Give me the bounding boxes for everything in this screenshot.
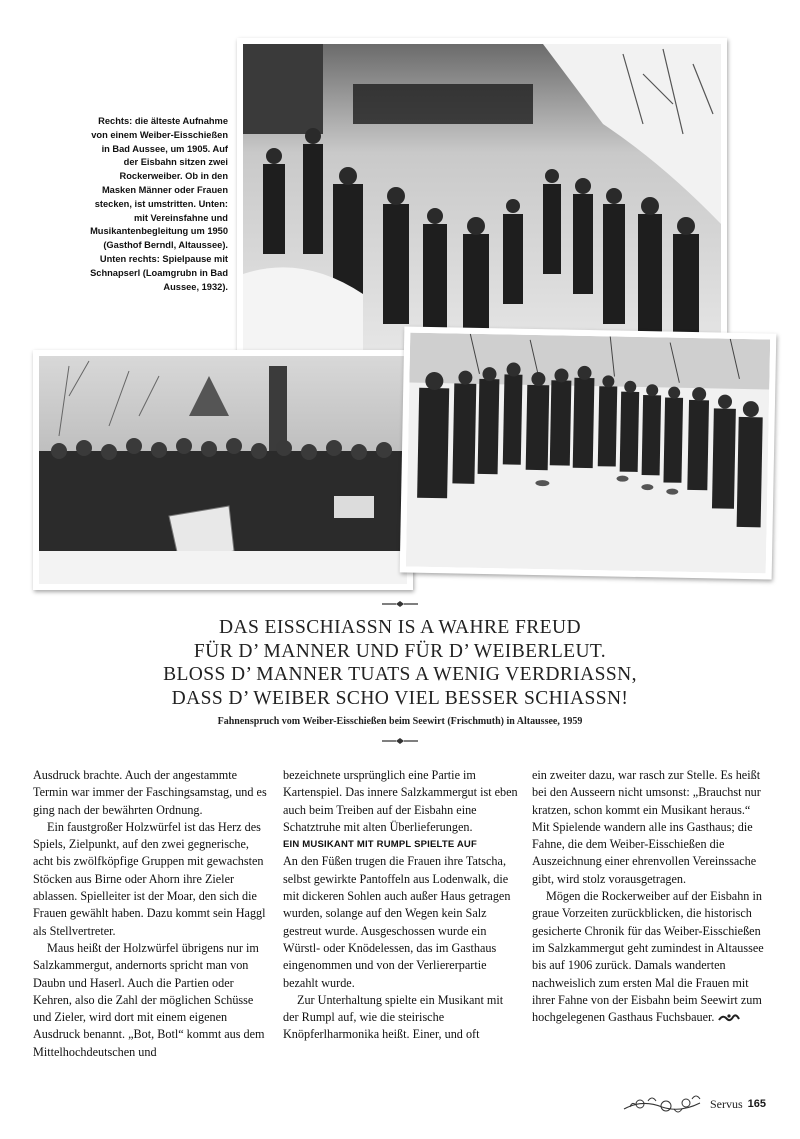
paragraph: Ausdruck brachte. Auch der angestammte Termin war immer der Faschingsamstag, und es ging nach der bewährten Ordnung. — [33, 768, 267, 817]
paragraph: Ein faustgroßer Holzwürfel ist das Herz des Spiels, Zielpunkt, auf den zwei gegnerische, acht bis zwölfköpfige Gruppen mit gewachsten Stöcken aus Birne oder Ahorn ihre Zieler ablassen. Spielleiter ist der Moar, den sich die Frauen gewählt haben. Dazu kommt sein Haggl als Stellvertreter. — [33, 819, 266, 938]
photo-vereinsfahne-1950 — [33, 350, 413, 590]
ornament-divider-icon — [380, 600, 420, 608]
paragraph: ein zweiter dazu, war rasch zur Stelle. Es heißt bei den Ausseern nicht umsonst: „Brauchst nur kratzen, schon kommt ein Musikant heraus.“ Mit Spielende wandern alle ins Gasthaus; die Fahne, die dem Weiber-Eisschießen die Auszeichnung einer ehrenvollen Vereinssache gibt, wird stolz vorausgetragen. — [532, 768, 761, 886]
magazine-brand: Servus — [709, 1096, 743, 1111]
paragraph-text: Mögen die Rockerweiber auf der Eisbahn in graue Vorzeiten zurückblicken, die historisch gesicherte Chronik für das Weiber-Eisschießen im Salzkammergut geht zumindest in Altaussee bis auf 1906 zurück. Damals wanderten nachweislich zum ersten Mal die Frauen mit ihrer Fahne von der Eisbahn beim Seewirt zum hochgelegenen Gasthaus Fuchsbauer. — [532, 889, 764, 1025]
page-footer — [622, 1091, 766, 1117]
quote-source: Fahnenspruch vom Weiber-Eisschießen beim Seewirt (Frischmuth) in Altaussee, 1959 — [217, 716, 583, 727]
text-column-2 — [283, 767, 521, 1044]
quote-line: DASS D’ WEIBER SCHO VIEL BESSER SCHIASSN! — [171, 687, 629, 709]
flag-motto-quote — [100, 600, 700, 745]
photo-caption: Rechts: die älteste Aufnahme von einem Weiber-Eisschießen in Bad Aussee, um 1905. Auf der Eisbahn sitzen zwei Rockerweiber. Ob in den Masken Männer oder Frauen stecken, ist umstritten. Unten: mit Vereinsfahne und Musikantenbegleitung um 1950 (Gasthof Berndl, Altaussee). Unten rechts: Spielpause mit Schnapserl (Loamgrubn in Bad Aussee, 1932). — [90, 116, 228, 292]
section-subhead: EIN MUSIKANT MIT RUMPL SPIELTE AUF — [283, 839, 477, 851]
quote-line: FÜR D’ MANNER UND FÜR D’ WEIBERLEUT. — [193, 640, 607, 662]
end-of-article-icon — [718, 1013, 740, 1023]
paragraph-rest: , selbst gewirkte Pantoffeln aus Lodenwalk, die mit dickeren Sohlen auch außer Haus getragen wurden, solange auf den Wegen kein Salz gestreut wurde. Ausgeschossen wurde ein Würstl- oder Knödelessen, das im Gasthaus eingenommen und von der Verliererpartie bezahlt wurde. — [283, 854, 511, 990]
quote-line: DAS EISSCHIASSN IS A WAHRE FREUD — [219, 617, 581, 638]
text-column-3 — [532, 767, 770, 1026]
ornament-divider-icon — [380, 737, 420, 745]
quote-line: BLOSS D’ MANNER TUATS A WENIG VERDRIASSN, — [163, 664, 637, 685]
paragraph — [283, 853, 521, 991]
paragraph-start: An den Füßen trugen die Frauen ihre Tatscha — [283, 854, 503, 869]
floral-ornament-icon — [622, 1091, 704, 1117]
text-column-1 — [33, 767, 271, 1061]
paragraph: Maus heißt der Holzwürfel übrigens nur im Salzkammergut, andernorts spricht man von Daubn und Haserl. Auch die Partien oder Kehren, also die Zahl der möglichen Schüsse und Zieler, wird dort mit einem eigenen Ausdruck benannt. „Bot, Botl“ kommt aus dem Mittelhochdeutschen und — [33, 940, 265, 1059]
paragraph: bezeichnete ursprünglich eine Partie im Kartenspiel. Das innere Salzkammergut ist eben auch beim Treiben auf der Eisbahn eine Schatztruhe mit alten Überlieferungen. — [283, 768, 518, 834]
page-number: 165 — [747, 1098, 766, 1110]
paragraph: Zur Unterhaltung spielte ein Musikant mit der Rumpl auf, wie die steirische Knöpferlharmonika heißt. Einer, und oft — [283, 992, 504, 1042]
paragraph — [532, 888, 770, 1026]
photo-weiber-eisschiessen-1905 — [237, 38, 727, 360]
photo-spielpause-1932 — [400, 326, 777, 579]
